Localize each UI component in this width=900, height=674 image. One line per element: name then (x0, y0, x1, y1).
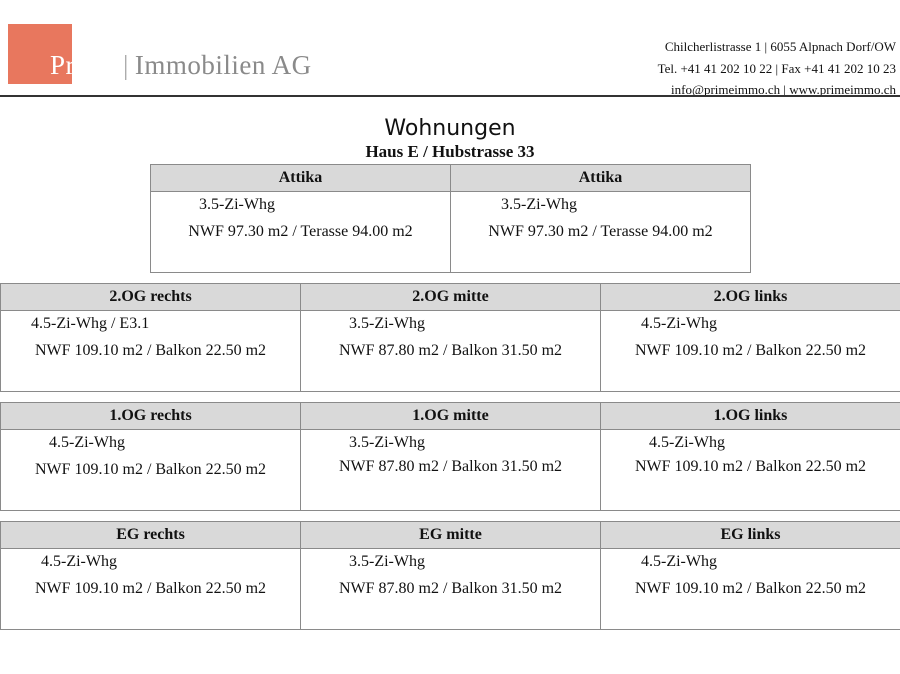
eg-links-cell (601, 549, 900, 630)
eg-table (0, 521, 900, 630)
header-divider (0, 95, 900, 97)
og2-links-header: 2.OG links (601, 284, 900, 311)
unit-area: NWF 109.10 m2 / Balkon 22.50 m2 (34, 342, 267, 359)
unit-area: NWF 97.30 m2 / Terasse 94.00 m2 (188, 223, 413, 240)
brand-prime-label: Prime (50, 50, 117, 80)
og1-rechts-header: 1.OG rechts (1, 403, 301, 430)
unit-type: 4.5-Zi-Whg (649, 434, 725, 451)
eg-mitte-cell (301, 549, 601, 630)
og2-table (0, 283, 900, 392)
og1-mitte-header: 1.OG mitte (301, 403, 601, 430)
email-web-line: info@primeimmo.ch | www.primeimmo.ch (671, 82, 896, 97)
unit-type: 4.5-Zi-Whg (641, 315, 717, 332)
unit-type: 3.5-Zi-Whg (501, 196, 577, 213)
og1-mitte-cell (301, 430, 601, 511)
og2-rechts-cell (1, 311, 301, 392)
eg-rechts-header: EG rechts (1, 522, 301, 549)
unit-area: NWF 109.10 m2 / Balkon 22.50 m2 (634, 458, 867, 475)
og2-links-cell (601, 311, 900, 392)
og1-links-cell (601, 430, 900, 511)
attika-right-header: Attika (451, 165, 751, 192)
attika-left-header: Attika (151, 165, 451, 192)
address-line: Chilcherlistrasse 1 | 6055 Alpnach Dorf/OW (664, 39, 896, 54)
og2-rechts-header: 2.OG rechts (1, 284, 301, 311)
unit-type: 4.5-Zi-Whg (49, 434, 125, 451)
unit-area: NWF 87.80 m2 / Balkon 31.50 m2 (338, 342, 563, 359)
brand-immobilien-label: Immobilien AG (134, 50, 312, 80)
unit-area: NWF 109.10 m2 / Balkon 22.50 m2 (34, 580, 267, 597)
unit-area: NWF 97.30 m2 / Terasse 94.00 m2 (488, 223, 713, 240)
company-logo-text (50, 52, 312, 79)
og2-mitte-header: 2.OG mitte (301, 284, 601, 311)
attika-left-cell (151, 192, 451, 273)
phone-fax-line: Tel. +41 41 202 10 22 | Fax +41 41 202 10 23 (657, 60, 896, 76)
brand-separator: | (123, 50, 129, 80)
unit-type: 3.5-Zi-Whg (349, 553, 425, 570)
attika-table (150, 164, 751, 273)
unit-area: NWF 109.10 m2 / Balkon 22.50 m2 (634, 342, 867, 359)
unit-type: 3.5-Zi-Whg (349, 434, 425, 451)
contact-block (658, 36, 896, 101)
eg-rechts-cell (1, 549, 301, 630)
unit-type: 4.5-Zi-Whg (41, 553, 117, 570)
unit-area: NWF 87.80 m2 / Balkon 31.50 m2 (338, 580, 563, 597)
unit-type: 4.5-Zi-Whg / E3.1 (31, 315, 150, 332)
og1-table (0, 402, 900, 511)
eg-links-header: EG links (601, 522, 900, 549)
unit-area: NWF 87.80 m2 / Balkon 31.50 m2 (338, 458, 563, 475)
eg-mitte-header: EG mitte (301, 522, 601, 549)
unit-area: NWF 109.10 m2 / Balkon 22.50 m2 (634, 580, 867, 597)
page-title: Wohnungen (384, 116, 516, 141)
og1-rechts-cell (1, 430, 301, 511)
unit-type: 4.5-Zi-Whg (641, 553, 717, 570)
og1-links-header: 1.OG links (601, 403, 900, 430)
page-subtitle: Haus E / Hubstrasse 33 (365, 142, 535, 161)
unit-type: 3.5-Zi-Whg (349, 315, 425, 332)
attika-right-cell (451, 192, 751, 273)
unit-type: 3.5-Zi-Whg (199, 196, 275, 213)
og2-mitte-cell (301, 311, 601, 392)
unit-area: NWF 109.10 m2 / Balkon 22.50 m2 (34, 461, 267, 478)
